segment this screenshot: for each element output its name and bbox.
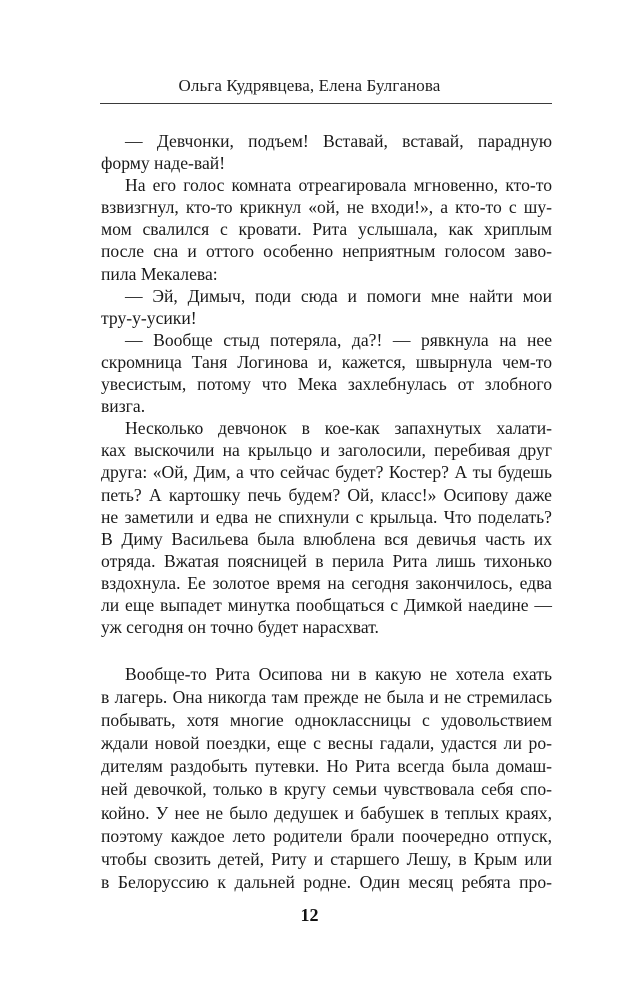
text-line: уж сегодня он точно будет нарасхват. <box>101 617 379 638</box>
text-line: после сна и оттого особенно неприятным голосом заво- <box>101 241 552 262</box>
text-line: побывать, хотя многие одноклассницы с удовольствием <box>101 710 552 731</box>
text-line: взвизгнул, кто-то крикнул «ой, не входи!», а кто-то с шу- <box>101 197 552 218</box>
text-line: ли еще выпадет минутка пообщаться с Димкой наедине — <box>101 594 552 615</box>
text-line: В Диму Васильева была влюблена вся девичья часть их <box>101 528 552 549</box>
running-head: Ольга Кудрявцева, Елена Булганова <box>178 76 441 95</box>
text-line: скромница Таня Логинова и, кажется, швырнула чем-то <box>101 351 552 372</box>
page-number: 12 <box>300 905 319 925</box>
text-line: чтобы свозить детей, Риту и старшего Лешу, в Крым или <box>101 848 552 869</box>
text-line: отряда. Вжатая поясницей в перила Рита лишь тихонько <box>101 550 552 571</box>
text-line: Вообще-то Рита Осипова ни в какую не хотела ехать <box>125 664 552 684</box>
text-line: Несколько девчонок в кое-как запахнутых халати- <box>125 418 552 439</box>
text-line: ках выскочили на крыльцо и заголосили, перебивая друг <box>101 440 552 461</box>
text-line: вздохнула. Ее золотое время на сегодня закончилось, едва <box>101 572 552 593</box>
text-line: мом свалился с кровати. Рита услышала, как хриплым <box>101 219 552 240</box>
text-line: На его голос комната отреагировала мгновенно, кто-то <box>125 175 552 196</box>
text-line: — Вообще стыд потеряла, да?! — рявкнула на нее <box>125 329 552 350</box>
text-line: форму наде-вай! <box>101 153 226 174</box>
text-line: визга. <box>101 396 146 417</box>
text-line: увесистым, потому что Мека захлебнулась от злобного <box>101 374 552 395</box>
text-line: ней девочкой, только в кругу семьи чувствовала себя спо- <box>101 779 552 800</box>
text-line: в лагерь. Она никогда там прежде не была и не стремилась <box>101 687 552 708</box>
text-line: поэтому каждое лето родители брали поочередно отпуск, <box>101 825 552 846</box>
text-line: друга: «Ой, Дим, а что сейчас будет? Костер? А ты будешь <box>101 462 552 483</box>
text-line: в Белоруссию к дальней родне. Один месяц ребята про- <box>101 871 552 892</box>
header-rule-divider <box>100 103 552 104</box>
text-line: ждали новой поездки, еще с весны гадали, удастся ли ро- <box>101 733 552 754</box>
text-section-2 <box>101 663 552 894</box>
text-line: не заметили и едва не спихнули с крыльца. Что поделать? <box>101 506 552 527</box>
text-line: дителям раздобыть путевки. Но Рита всегда была домаш- <box>101 756 552 777</box>
text-line: — Эй, Димыч, поди сюда и помоги мне найти мои <box>125 285 552 306</box>
text-section-1 <box>101 130 552 638</box>
text-line: петь? А картошку печь будем? Ой, класс!» Осипову даже <box>101 484 552 505</box>
text-line: койно. У нее не было дедушек и бабушек в теплых краях, <box>101 802 552 823</box>
text-line: пила Мекалева: <box>101 263 218 284</box>
text-line: — Девчонки, подъем! Вставай, вставай, парадную <box>125 131 552 151</box>
text-line: тру-у-усики! <box>101 307 197 328</box>
